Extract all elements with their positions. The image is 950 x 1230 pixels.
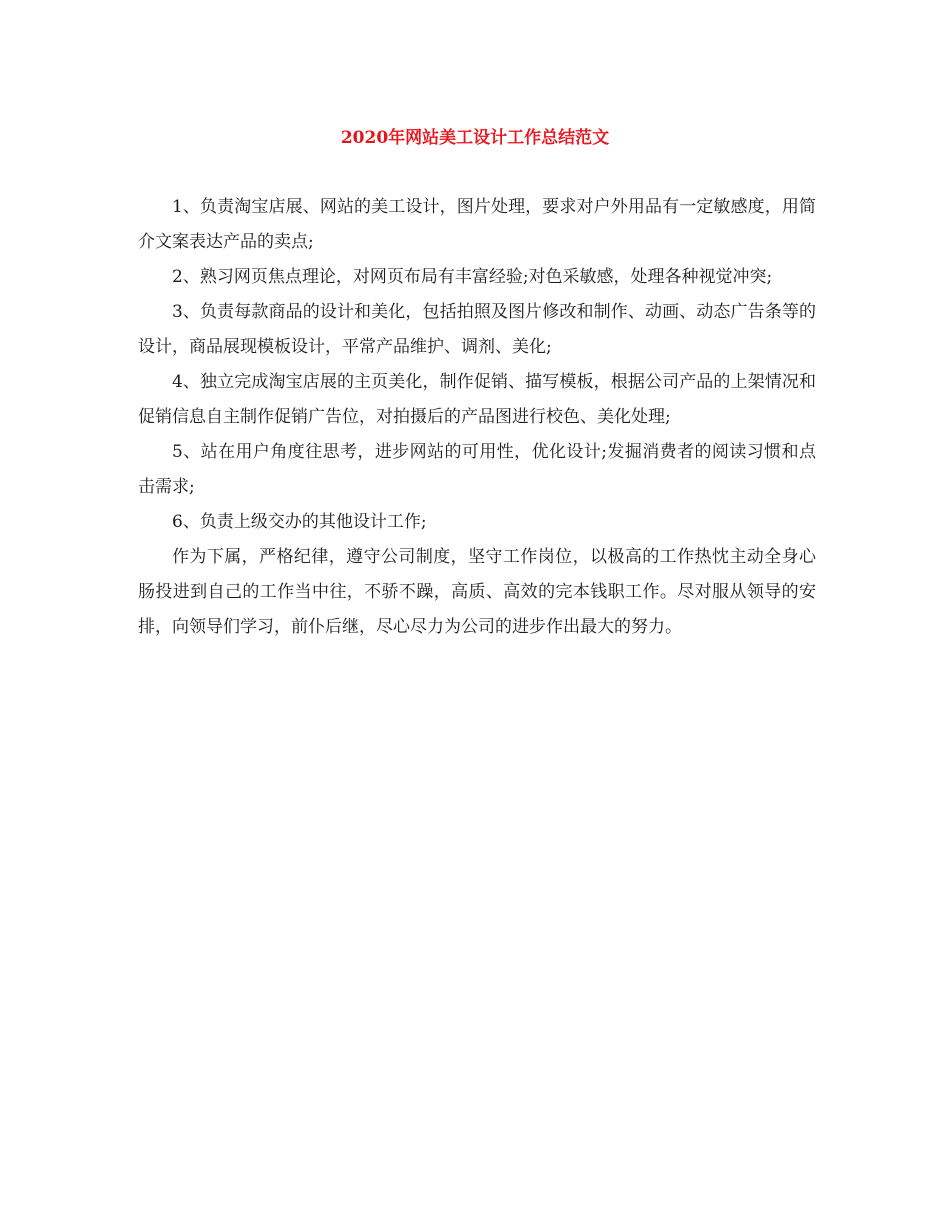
paragraph-4: 4、独立完成淘宝店展的主页美化，制作促销、描写模板，根据公司产品的上架情况和促销信息自主制作促销广告位，对拍摄后的产品图进行校色、美化处理; (138, 372, 816, 427)
paragraph-7: 作为下属，严格纪律，遵守公司制度，坚守工作岗位，以极高的工作热忱主动全身心肠投进到自己的工作当中往，不骄不躁，高质、高效的完本钱职工作。尽对服从领导的安排，向领导们学习，前仆后继，尽心尽力为公司的进步作出最大的努力。 (138, 547, 816, 637)
document-title: 2020年网站美工设计工作总结范文 (340, 128, 610, 148)
document-body (138, 190, 816, 645)
paragraph-5: 5、站在用户角度往思考，进步网站的可用性，优化设计;发掘消费者的阅读习惯和点击需求; (138, 442, 816, 497)
paragraph-3: 3、负责每款商品的设计和美化，包括拍照及图片修改和制作、动画、动态广告条等的设计，商品展现模板设计，平常产品维护、调剂、美化; (138, 302, 816, 357)
paragraph-6: 6、负责上级交办的其他设计工作; (172, 512, 427, 532)
paragraph-1: 1、负责淘宝店展、网站的美工设计，图片处理，要求对户外用品有一定敏感度，用简介文案表达产品的卖点; (138, 197, 816, 252)
paragraph-2: 2、熟习网页焦点理论，对网页布局有丰富经验;对色采敏感，处理各种视觉冲突; (172, 267, 773, 287)
